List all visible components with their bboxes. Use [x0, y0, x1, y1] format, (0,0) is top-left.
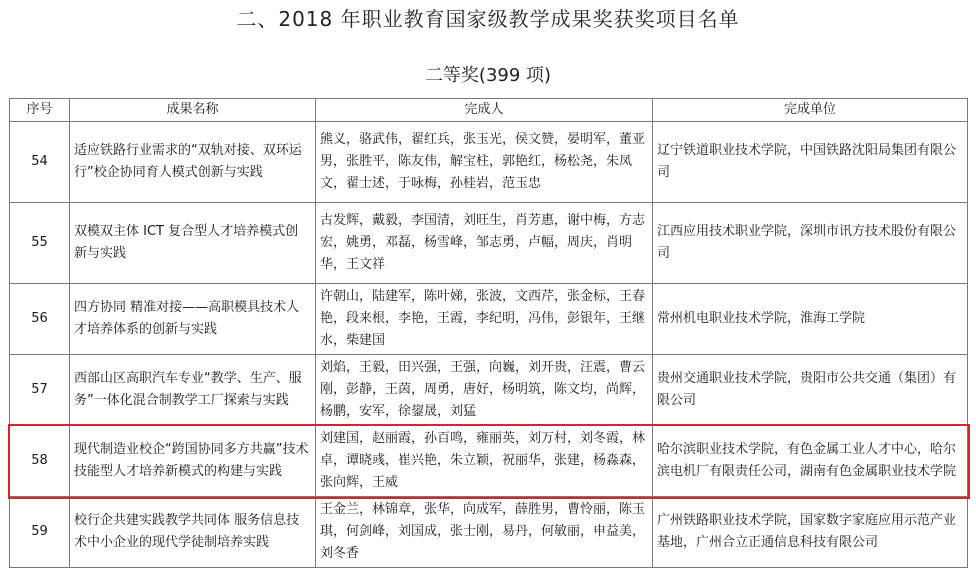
institutions: 江西应用技术职业学院，深圳市讯方技术股份有限公司	[653, 203, 968, 284]
institutions: 辽宁铁道职业技术学院，中国铁路沈阳局集团有限公司	[653, 122, 968, 203]
awards-table	[9, 98, 968, 568]
contributors: 刘焰，王毅，田兴强，王强，向巍，刘开贵，汪震，曹云刚，彭静，王茵，周勇，唐好，杨明筑，陈文均，尚辉，杨鹏，安军，徐鋆晟，刘猛	[316, 355, 653, 426]
row-number: 55	[10, 203, 70, 284]
table-row	[10, 497, 968, 568]
header-institutions: 完成单位	[653, 99, 968, 122]
table-row	[10, 355, 968, 426]
table-row	[10, 122, 968, 203]
contributors: 古发辉，戴毅，李国清，刘旺生，肖芳惠，谢中梅，方志宏，姚勇，邓磊，杨雪峰，邹志勇，卢幅，周庆，肖明华，王文祥	[316, 203, 653, 284]
header-project-name: 成果名称	[70, 99, 316, 122]
document-subtitle: 二等奖(399 项)	[424, 65, 552, 86]
row-number: 56	[10, 284, 70, 355]
row-number: 59	[10, 497, 70, 568]
project-name: 适应铁路行业需求的“双轨对接、双环运行”校企协同育人模式创新与实践	[70, 122, 316, 203]
table-row	[10, 284, 968, 355]
table-row	[10, 203, 968, 284]
document-title: 二、2018 年职业教育国家级教学成果奖获奖项目名单	[236, 7, 740, 31]
institutions: 常州机电职业技术学院，淮海工学院	[653, 284, 968, 355]
institutions: 广州铁路职业技术学院，国家数字家庭应用示范产业基地，广州合立正通信息科技有限公司	[653, 497, 968, 568]
project-name: 西部山区高职汽车专业“教学、生产、服务”一体化混合制教学工厂探索与实践	[70, 355, 316, 426]
contributors: 刘建国，赵丽霞，孙百鸣，雍丽英，刘万村，刘冬霞，林卓，谭晓彧，崔兴艳，朱立颖，祝丽华，张建，杨淼森，张向辉，王威	[316, 426, 653, 497]
row-number: 54	[10, 122, 70, 203]
project-name: 现代制造业校企“跨国协同多方共赢”技术技能型人才培养新模式的构建与实践	[70, 426, 316, 497]
project-name: 四方协同 精准对接——高职模具技术人才培养体系的创新与实践	[70, 284, 316, 355]
contributors: 熊义，骆武伟，翟红兵，张玉光，侯文赞，晏明军，董亚男，张胜平，陈友伟，解宝柱，郭艳红，杨松尧，朱凤文，翟士述，于咏梅，孙桂岩，范玉忠	[316, 122, 653, 203]
contributors: 王金兰，林锦章，张华，向成军，薛胜男，曹怜丽，陈玉琪，何剑峰，刘国成，张士刚，易丹，何敏丽，申益美，刘冬香	[316, 497, 653, 568]
institutions: 哈尔滨职业技术学院，有色金属工业人才中心，哈尔滨电机厂有限责任公司，湖南有色金属职业技术学院	[653, 426, 968, 497]
row-number: 58	[10, 426, 70, 497]
header-contributors: 完成人	[316, 99, 653, 122]
row-number: 57	[10, 355, 70, 426]
project-name: 校行企共建实践教学共同体 服务信息技术中小企业的现代学徒制培养实践	[70, 497, 316, 568]
project-name: 双模双主体 ICT 复合型人才培养模式创新与实践	[70, 203, 316, 284]
contributors: 许朝山，陆建军，陈叶娣，张波，文西芹，张金标，王春艳，段来根，李艳，王霞，李纪明，冯伟，彭银年，王继水，柴建国	[316, 284, 653, 355]
table-header-row	[10, 99, 968, 122]
header-serial-number: 序号	[10, 99, 70, 122]
institutions: 贵州交通职业技术学院，贵阳市公共交通（集团）有限公司	[653, 355, 968, 426]
table-row-highlighted	[10, 426, 968, 497]
